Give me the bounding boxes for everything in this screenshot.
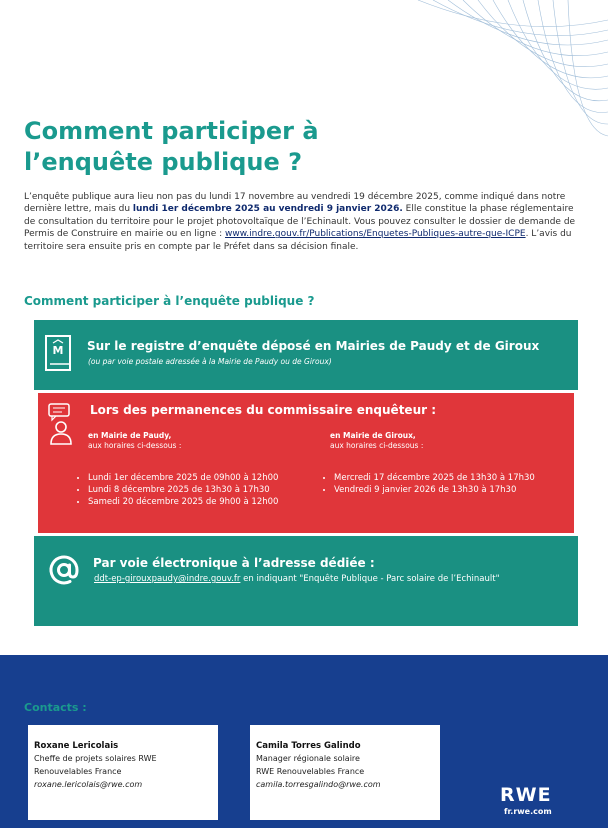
register-book-icon [44, 334, 74, 374]
section-subheading: Comment participer à l’enquête publique ? [24, 294, 315, 308]
contact-card [28, 725, 218, 820]
intro-paragraph [24, 191, 584, 253]
electronic-line [94, 574, 499, 584]
paudy-dates-list [76, 472, 278, 508]
contact-role: Cheffe de projets solaires RWE [34, 754, 157, 763]
list-item: • Samedi 20 décembre 2025 de 9h00 à 12h00 [88, 496, 278, 508]
giroux-hours-label: aux horaires ci-dessous : [330, 441, 424, 450]
paudy-hours-label: aux horaires ci-dessous : [88, 441, 182, 450]
list-item: • Lundi 1er décembre 2025 de 09h00 à 12h00 [88, 472, 278, 484]
page-title-line1: Comment participer à [24, 117, 319, 145]
contact-company: RWE Renouvelables France [256, 767, 365, 776]
svg-text:M: M [52, 344, 64, 357]
giroux-header [330, 431, 423, 451]
giroux-place: en Mairie de Giroux, [330, 431, 416, 440]
paudy-header [88, 431, 181, 451]
rwe-logo: RWE [500, 784, 552, 806]
list-item: • Lundi 8 décembre 2025 de 13h30 à 17h30 [88, 484, 278, 496]
list-item: • Vendredi 9 janvier 2026 de 13h30 à 17h30 [334, 484, 535, 496]
giroux-dates-list [322, 472, 535, 496]
paudy-place: en Mairie de Paudy, [88, 431, 172, 440]
page-title-line2: l’enquête publique ? [24, 148, 303, 176]
rwe-url[interactable]: fr.rwe.com [504, 807, 552, 816]
intro-text-3: . L’avis du territoire sera ensuite pris en compte par le Préfet dans sa décision finale. [24, 229, 572, 252]
contact-email[interactable]: camila.torresgalindo@rwe.com [256, 780, 381, 789]
intro-link[interactable]: www.indre.gouv.fr/Publications/Enquetes-Publiques-autre-que-ICPE [225, 229, 526, 240]
registre-box [34, 320, 578, 390]
contact-company: Renouvelables France [34, 767, 122, 776]
dedicated-email-link[interactable]: ddt-ep-girouxpaudy@indre.gouv.fr [94, 574, 241, 584]
contact-name: Roxane Lericolais [34, 741, 119, 751]
contact-card [250, 725, 440, 820]
electronic-suffix: en indiquant "Enquête Publique - Parc solaire de l’Echinault" [240, 574, 500, 584]
intro-dates-bold: lundi 1er décembre 2025 au vendredi 9 janvier 2026. [132, 204, 403, 215]
electronic-title: Par voie électronique à l’adresse dédiée : [93, 556, 375, 570]
page-title [24, 116, 319, 178]
registre-note: (ou par voie postale adressée à la Mairie de Paudy ou de Giroux) [88, 357, 332, 366]
intro-text-2: Elle constitue la phase réglementaire de consultation du territoire pour le projet photovoltaïque de l’Echinault. Vous pouvez consulter le dossier de demande de Permis de Construire en mairie ou en ligne : [24, 204, 576, 240]
permanences-title: Lors des permanences du commissaire enquêteur : [90, 403, 437, 417]
contact-email[interactable]: roxane.lericolais@rwe.com [34, 780, 143, 789]
list-item: • Mercredi 17 décembre 2025 de 13h30 à 17h30 [334, 472, 535, 484]
contacts-title: Contacts : [24, 701, 87, 714]
intro-text-1: L’enquête publique aura lieu non pas du lundi 17 novembre au vendredi 19 décembre 2025, comme indiqué dans notre dernière lettre, mais du [24, 192, 566, 215]
decorative-lines [408, 0, 608, 140]
commissioner-person-icon [46, 403, 76, 445]
registre-title: Sur le registre d’enquête déposé en Mairies de Paudy et de Giroux [87, 339, 540, 353]
at-sign-icon [48, 554, 80, 586]
contact-role: Manager régionale solaire [256, 754, 360, 763]
permanences-box [38, 393, 574, 533]
contact-name: Camila Torres Galindo [256, 741, 361, 751]
